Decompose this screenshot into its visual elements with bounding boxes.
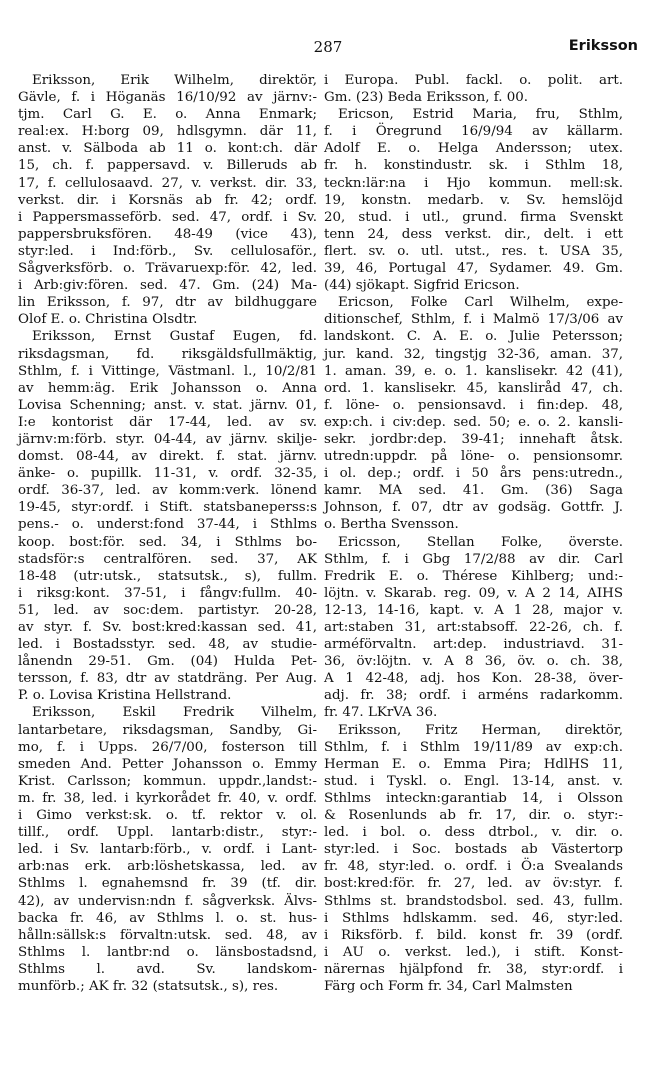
text-line: hålln:sällsk:s förvaltn:utsk. sed. 48, av — [18, 927, 317, 943]
text-line: i Sthlms hdlskamm. sed. 46, styr:led. — [324, 910, 623, 926]
text-line: Krist. Carlsson; kommun. uppdr.,landst:- — [18, 773, 317, 789]
text-line: smeden And. Petter Johansson o. Emmy — [18, 756, 317, 772]
entry-heading-line: Eriksson, Ernst Gustaf Eugen, fd. — [32, 329, 317, 345]
text-line: i Pappersmasseförb. sed. 47, ordf. i Sv. — [18, 209, 317, 225]
text-line: Olof E. o. Christina Olsdtr. — [18, 312, 198, 328]
entry-heading-line: Eriksson, Eskil Fredrik Vilhelm, — [32, 705, 317, 721]
right-column — [324, 72, 623, 995]
entry-heading-line: Ericson, Estrid Maria, fru, Sthlm, — [338, 107, 623, 123]
text-line: lin Eriksson, f. 97, dtr av bildhuggare — [18, 295, 317, 311]
text-line: Johnson, f. 07, dtr av godsäg. Gottfr. J. — [324, 500, 623, 516]
text-line: mo, f. i Upps. 26/7/00, fosterson till — [18, 739, 317, 755]
text-line: fr. 47. LKrVA 36. — [324, 705, 438, 721]
text-line: Gm. (23) Beda Eriksson, f. 00. — [324, 90, 529, 106]
text-line: ordf. 36-37, led. av komm:verk. lönend — [18, 483, 317, 499]
text-line: styr:led. i Ind:förb., Sv. cellulosaför., — [18, 243, 317, 259]
text-line: tenn 24, dess verkst. dir., delt. i ett — [324, 226, 623, 242]
entry-heading-line: Ericson, Folke Carl Wilhelm, expe- — [338, 295, 623, 311]
page-number: 287 — [313, 38, 343, 56]
text-line: Gävle, f. i Höganäs 16/10/92 av järnv:- — [18, 90, 317, 106]
text-line: i AU o. verkst. led.), i stift. Konst- — [324, 944, 623, 960]
text-line: domst. 08-44, av direkt. f. stat. järnv. — [18, 449, 317, 465]
text-line: flert. sv. o. utl. utst., res. t. USA 35, — [324, 243, 623, 259]
text-line: Sågverksförb. o. Trävaruexp:för. 42, led. — [18, 261, 317, 277]
text-line: pens.- o. underst:fond 37-44, i Sthlms — [18, 517, 317, 533]
text-line: i Riksförb. f. bild. konst fr. 39 (ordf. — [324, 927, 623, 943]
text-line: pappersbruksfören. 48-49 (vice 43), — [18, 226, 317, 242]
text-line: 15, ch. f. pappersavd. v. Billeruds ab — [18, 158, 317, 174]
text-line: sekr. jordbr:dep. 39-41; innehaft åtsk. — [324, 431, 623, 447]
text-line: lånendn 29-51. Gm. (04) Hulda Pet- — [18, 654, 317, 670]
text-line: Sthlms l. avd. Sv. landskom- — [18, 961, 317, 977]
text-line: tjm. Carl G. E. o. Anna Enmark; — [18, 107, 317, 123]
text-line: (44) sjökapt. Sigfrid Ericson. — [324, 278, 520, 294]
text-line: backa fr. 46, av Sthlms l. o. st. hus- — [18, 910, 317, 926]
page-header — [18, 38, 638, 62]
text-line: riksdagsman, fd. riksgäldsfullmäktig, — [18, 346, 317, 362]
entry-heading-line: Eriksson, Erik Wilhelm, direktör, — [32, 73, 317, 88]
text-line: i Europa. Publ. fackl. o. polit. art. — [324, 73, 623, 88]
text-line: art:staben 31, art:stabsoff. 22-26, ch. f. — [324, 620, 623, 635]
text-line: bost:kred:för. fr. 27, led. av öv:styr. f. — [324, 876, 623, 892]
text-line: landskont. C. A. E. o. Julie Petersson; — [324, 329, 623, 345]
text-line: tersson, f. 83, dtr av statdräng. Per Aug. — [18, 671, 317, 687]
text-line: styr:led. i Soc. bostads ab Västertorp — [324, 842, 623, 858]
text-line: 12-13, 14-16, kapt. v. A 1 28, major v. — [324, 602, 623, 618]
text-line: 20, stud. i utl., grund. firma Svenskt — [324, 209, 623, 225]
text-line: I:e kontorist där 17-44, led. av sv. — [18, 414, 317, 430]
text-line: kamr. MA sed. 41. Gm. (36) Saga — [324, 483, 623, 499]
text-line: f. i Öregrund 16/9/94 av källarm. — [324, 124, 623, 140]
text-line: teckn:lär:na i Hjo kommun. mell:sk. — [324, 175, 623, 191]
text-line: anst. v. Sälboda ab 11 o. kont:ch. där — [18, 141, 317, 157]
text-line: ord. 1. kanslisekr. 45, kansliråd 47, ch. — [324, 380, 623, 396]
text-line: i Arb:giv:fören. sed. 47. Gm. (24) Ma- — [18, 278, 317, 294]
text-line: i Gimo verkst:sk. o. tf. rektor v. ol. — [18, 808, 317, 824]
text-line: A 1 42-48, adj. hos Kon. 28-38, över- — [324, 671, 623, 687]
text-line: 18-48 (utr:utsk., statsutsk., s), fullm. — [18, 568, 317, 584]
text-line: järnv:m:förb. styr. 04-44, av järnv. skilje- — [18, 431, 317, 447]
text-line: P. o. Lovisa Kristina Hellstrand. — [18, 688, 232, 704]
text-line: 19, konstn. medarb. v. Sv. hemslöjd — [324, 192, 623, 208]
text-line: Herman E. o. Emma Pira; HdlHS 11, — [324, 756, 623, 772]
text-line: Sthlm, f. i Sthlm 19/11/89 av exp:ch. — [324, 739, 623, 755]
text-line: fr. 48, styr:led. o. ordf. i Ö:a Svealands — [324, 859, 623, 875]
text-line: 17, f. cellulosaavd. 27, v. verkst. dir. 33, — [18, 175, 317, 191]
text-line: & Rosenlunds ab fr. 17, dir. o. styr:- — [324, 808, 623, 824]
text-line: 19-45, styr:ordf. i Stift. statsbaneperss:s — [18, 500, 317, 516]
text-line: munförb.; AK fr. 32 (statsutsk., s), res. — [18, 978, 279, 994]
text-line: o. Bertha Svensson. — [324, 517, 459, 533]
text-line: fr. h. konstindustr. sk. i Sthlm 18, — [324, 158, 623, 174]
text-line: arb:nas erk. arb:löshetskassa, led. av — [18, 859, 317, 875]
text-line: led. i Sv. lantarb:förb., v. ordf. i Lant- — [18, 842, 317, 858]
text-line: exp:ch. i civ:dep. sed. 50; e. o. 2. kansli- — [324, 414, 623, 430]
left-column — [18, 72, 317, 995]
text-line: 51, led. av soc:dem. partistyr. 20-28, — [18, 602, 317, 618]
text-line: Sthlm, f. i Vittinge, Västmanl. l., 10/2/81 — [18, 363, 317, 379]
text-line: Fredrik E. o. Thérese Kihlberg; und:- — [324, 568, 623, 584]
text-line: led. i bol. o. dess dtrbol., v. dir. o. — [324, 825, 623, 841]
text-line: löjtn. v. Skarab. reg. 09, v. A 2 14, AIHS — [324, 585, 623, 601]
text-line: arméförvaltn. art:dep. industriavd. 31- — [324, 637, 623, 653]
text-line: led. i Bostadsstyr. sed. 48, av studie- — [18, 637, 317, 653]
text-line: verkst. dir. i Korsnäs ab fr. 42; ordf. — [18, 192, 317, 208]
text-line: Sthlms l. egnahemsnd fr. 39 (tf. dir. — [18, 876, 317, 892]
text-line: Sthlms inteckn:garantiab 14, i Olsson — [324, 790, 623, 806]
text-line: ditionschef, Sthlm, f. i Malmö 17/3/06 av — [324, 312, 623, 328]
running-head: Eriksson — [568, 38, 638, 54]
text-line: 1. aman. 39, e. o. 1. kanslisekr. 42 (41), — [324, 363, 623, 379]
text-line: tillf., ordf. Uppl. lantarb:distr., styr:- — [18, 825, 317, 841]
text-line: f. löne- o. pensionsavd. i fin:dep. 48, — [324, 397, 623, 413]
text-line: stadsför:s centralfören. sed. 37, AK — [18, 551, 317, 567]
text-line: real:ex. H:borg 09, hdlsgymn. där 11, — [18, 124, 317, 140]
text-line: Lovisa Schenning; anst. v. stat. järnv. 01, — [18, 397, 317, 413]
text-line: Färg och Form fr. 34, Carl Malmsten — [324, 978, 573, 994]
text-line: m. fr. 38, led. i kyrkorådet fr. 40, v. ordf. — [18, 790, 317, 806]
text-line: 39, 46, Portugal 47, Sydamer. 49. Gm. — [324, 261, 623, 277]
text-line: 36, öv:löjtn. v. A 8 36, öv. o. ch. 38, — [324, 654, 623, 670]
text-line: Sthlm, f. i Gbg 17/2/88 av dir. Carl — [324, 551, 623, 567]
text-line: av hemm:äg. Erik Johansson o. Anna — [18, 380, 317, 396]
text-line: adj. fr. 38; ordf. i arméns radarkomm. — [324, 688, 623, 704]
text-line: Sthlms st. brandstodsbol. sed. 43, fullm. — [324, 893, 623, 909]
entry-heading-line: Ericsson, Stellan Folke, överste. — [338, 534, 623, 550]
text-line: koop. bost:för. sed. 34, i Sthlms bo- — [18, 534, 317, 550]
text-line: stud. i Tyskl. o. Engl. 13-14, anst. v. — [324, 773, 623, 789]
text-line: jur. kand. 32, tingstjg 32-36, aman. 37, — [324, 346, 623, 362]
text-line: Adolf E. o. Helga Andersson; utex. — [324, 141, 623, 157]
text-line: utredn:uppdr. på löne- o. pensionsomr. — [324, 449, 623, 465]
text-line: 42), av undervisn:ndn f. sågverksk. Älvs- — [18, 893, 317, 909]
text-line: av styr. f. Sv. bost:kred:kassan sed. 41, — [18, 620, 317, 635]
text-line: Sthlms l. lantbr:nd o. länsbostadsnd, — [18, 944, 317, 960]
text-line: i riksg:kont. 37-51, i fångv:fullm. 40- — [18, 585, 317, 601]
text-line: änke- o. pupillk. 11-31, v. ordf. 32-35, — [18, 466, 317, 482]
entry-heading-line: Eriksson, Fritz Herman, direktör, — [338, 722, 623, 738]
text-line: lantarbetare, riksdagsman, Sandby, Gi- — [18, 722, 317, 738]
text-line: i ol. dep.; ordf. i 50 års pens:utredn., — [324, 466, 623, 482]
text-line: närernas hjälpfond fr. 38, styr:ordf. i — [324, 961, 623, 977]
